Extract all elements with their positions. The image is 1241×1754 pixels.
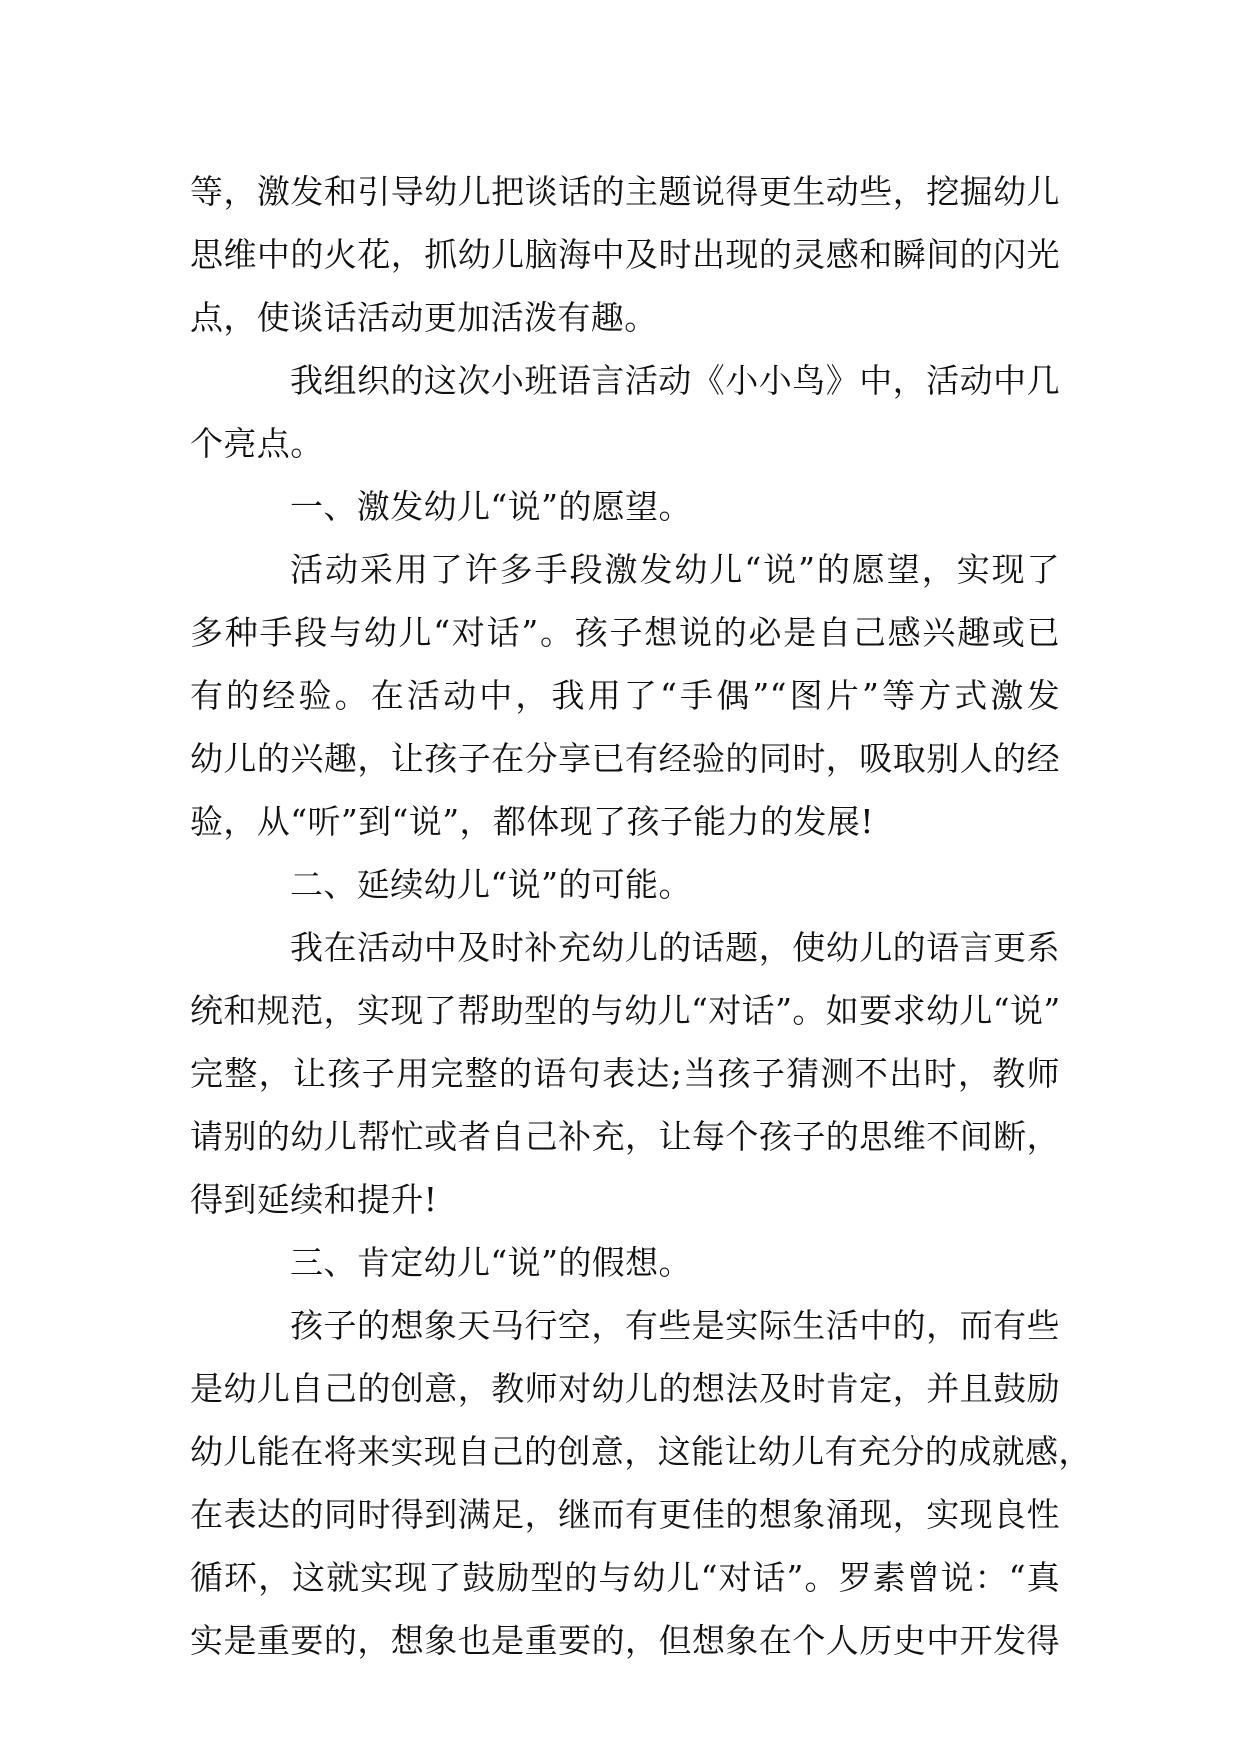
text-line-16: 请别的幼儿帮忙或者自己补充，让每个孩子的思维不间断， [190,1117,1060,1156]
text-line-1: 等，激发和引导幼儿把谈话的主题说得更生动些，挖掘幼儿 [190,172,1060,211]
text-line-3: 点，使谈话活动更加活泼有趣。 [190,298,658,337]
section-heading-1: 一、激发幼儿“说”的愿望。 [290,487,692,526]
text-line-22: 在表达的同时得到满足，继而有更佳的想象涌现，实现良性 [190,1495,1060,1534]
text-line-5: 个亮点。 [190,424,324,463]
text-line-8: 多种手段与幼儿“对话”。孩子想说的必是自己感兴趣或已 [190,613,1060,652]
text-line-23: 循环，这就实现了鼓励型的与幼儿“对话”。罗素曾说：“真 [190,1558,1060,1597]
text-line-17: 得到延续和提升! [190,1180,438,1219]
section-heading-3: 三、肯定幼儿“说”的假想。 [290,1243,692,1282]
text-line-7: 活动采用了许多手段激发幼儿“说”的愿望，实现了 [290,550,1060,589]
text-line-14: 统和规范，实现了帮助型的与幼儿“对话”。如要求幼儿“说” [190,991,1061,1030]
text-line-24: 实是重要的，想象也是重要的，但想象在个人历史中开发得 [190,1621,1060,1660]
document-body [190,160,1092,1672]
text-line-19: 孩子的想象天马行空，有些是实际生活中的，而有些 [290,1306,1060,1345]
text-line-4: 我组织的这次小班语言活动《小小鸟》中，活动中几 [290,361,1060,400]
text-line-10: 幼儿的兴趣，让孩子在分享已有经验的同时，吸取别人的经 [190,739,1060,778]
section-heading-2: 二、延续幼儿“说”的可能。 [290,865,692,904]
text-line-9: 有的经验。在活动中，我用了“手偶”“图片”等方式激发 [190,676,1060,715]
text-line-20: 是幼儿自己的创意，教师对幼儿的想法及时肯定，并且鼓励 [190,1369,1060,1408]
text-line-13: 我在活动中及时补充幼儿的话题，使幼儿的语言更系 [290,928,1060,967]
text-line-2: 思维中的火花，抓幼儿脑海中及时出现的灵感和瞬间的闪光 [190,235,1060,274]
text-line-21: 幼儿能在将来实现自己的创意，这能让幼儿有充分的成就感， [190,1432,1092,1471]
text-line-11: 验，从“听”到“说”，都体现了孩子能力的发展! [190,802,874,841]
text-line-15: 完整，让孩子用完整的语句表达;当孩子猜测不出时，教师 [190,1054,1060,1093]
